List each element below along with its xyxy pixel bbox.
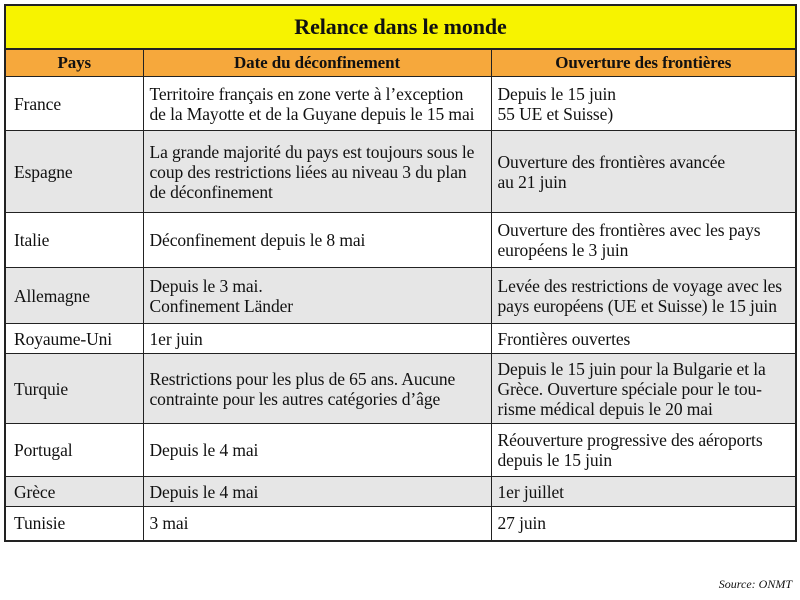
cell-country	[5, 354, 143, 424]
table-row	[5, 268, 796, 324]
table-container	[4, 4, 795, 542]
cell-text-line: 3 mai	[149, 513, 189, 534]
cell-text-line: Ouverture des frontières avancée	[497, 151, 726, 172]
country-name: Espagne	[14, 161, 73, 182]
cell-deconfinement	[143, 268, 491, 324]
cell-frontieres	[491, 131, 796, 213]
cell-text-line: 1er juillet	[497, 481, 564, 502]
cell-text-line: pays européens (UE et Suisse) le 15 juin	[497, 295, 777, 316]
cell-deconfinement	[143, 77, 491, 131]
cell-country	[5, 131, 143, 213]
cell-frontieres	[491, 354, 796, 424]
country-name: Allemagne	[14, 285, 90, 306]
country-name: Italie	[14, 230, 50, 250]
cell-text-line: Depuis le 4 mai	[149, 440, 259, 460]
cell-frontieres	[491, 268, 796, 324]
table-row	[5, 477, 796, 507]
cell-frontieres	[491, 324, 796, 354]
column-header-pays: Pays	[5, 49, 143, 77]
table-title: Relance dans le monde	[5, 5, 796, 49]
cell-text-line: Ouverture des frontières avec les pays	[497, 220, 761, 240]
column-header-date: Date du déconfinement	[143, 49, 491, 77]
cell-deconfinement	[143, 477, 491, 507]
cell-country	[5, 213, 143, 268]
cell-country	[5, 507, 143, 541]
country-name: France	[14, 93, 62, 114]
country-name: Grèce	[14, 481, 56, 502]
cell-text-line: La grande majorité du pays est toujours sous le	[149, 141, 475, 162]
cell-deconfinement	[143, 131, 491, 213]
cell-text-line: Territoire français en zone verte à l’exception	[149, 83, 464, 104]
source-note: Source: ONMT	[718, 577, 792, 591]
cell-frontieres	[491, 213, 796, 268]
cell-frontieres	[491, 424, 796, 477]
cell-deconfinement	[143, 507, 491, 541]
cell-text-line: Déconfinement depuis le 8 mai	[149, 230, 366, 250]
cell-text-line: Levée des restrictions de voyage avec les	[497, 275, 783, 296]
cell-text-line: coup des restrictions liées au niveau 3 du plan	[149, 161, 467, 182]
cell-text-line: Frontières ouvertes	[497, 328, 631, 349]
cell-text-line: Depuis le 15 juin pour la Bulgarie et la	[497, 358, 766, 379]
cell-text-line: contrainte pour les autres catégories d’âge	[149, 388, 441, 409]
country-name: Royaume-Uni	[14, 328, 113, 349]
cell-text-line: 1er juin	[149, 328, 203, 349]
cell-text-line: 55 UE et Suisse)	[497, 103, 614, 124]
table-row	[5, 131, 796, 213]
cell-frontieres	[491, 507, 796, 541]
cell-text-line: de déconfinement	[149, 181, 273, 202]
country-name: Turquie	[14, 378, 69, 399]
cell-country	[5, 268, 143, 324]
cell-text-line: 27 juin	[497, 513, 546, 534]
column-header-frontieres: Ouverture des frontières	[491, 49, 796, 77]
cell-text-line: Restrictions pour les plus de 65 ans. Aucune	[149, 368, 456, 389]
country-name: Tunisie	[14, 513, 66, 534]
country-name: Portugal	[14, 440, 73, 460]
table-row	[5, 354, 796, 424]
table-body	[5, 77, 796, 541]
cell-text-line: de la Mayotte et de la Guyane depuis le 15 mai	[149, 103, 475, 124]
cell-text-line: Réouverture progressive des aéroports	[497, 430, 763, 450]
cell-deconfinement	[143, 324, 491, 354]
cell-text-line: Depuis le 4 mai	[149, 481, 259, 502]
cell-deconfinement	[143, 424, 491, 477]
cell-text-line: Depuis le 3 mai.	[149, 275, 263, 296]
cell-country	[5, 324, 143, 354]
cell-deconfinement	[143, 354, 491, 424]
cell-text-line: européens le 3 juin	[497, 240, 629, 260]
cell-text-line: Confinement Länder	[149, 295, 293, 316]
cell-text-line: au 21 juin	[497, 171, 567, 192]
table-row	[5, 507, 796, 541]
cell-text-line: risme médical depuis le 20 mai	[497, 398, 713, 419]
table-row	[5, 213, 796, 268]
data-table	[4, 4, 797, 542]
cell-frontieres	[491, 77, 796, 131]
cell-country	[5, 477, 143, 507]
table-row	[5, 424, 796, 477]
cell-text-line: depuis le 15 juin	[497, 450, 612, 470]
cell-text-line: Grèce. Ouverture spéciale pour le tou-	[497, 378, 762, 399]
cell-country	[5, 77, 143, 131]
table-row	[5, 324, 796, 354]
cell-deconfinement	[143, 213, 491, 268]
table-row	[5, 77, 796, 131]
cell-text-line: Depuis le 15 juin	[497, 83, 616, 104]
cell-frontieres	[491, 477, 796, 507]
cell-country	[5, 424, 143, 477]
